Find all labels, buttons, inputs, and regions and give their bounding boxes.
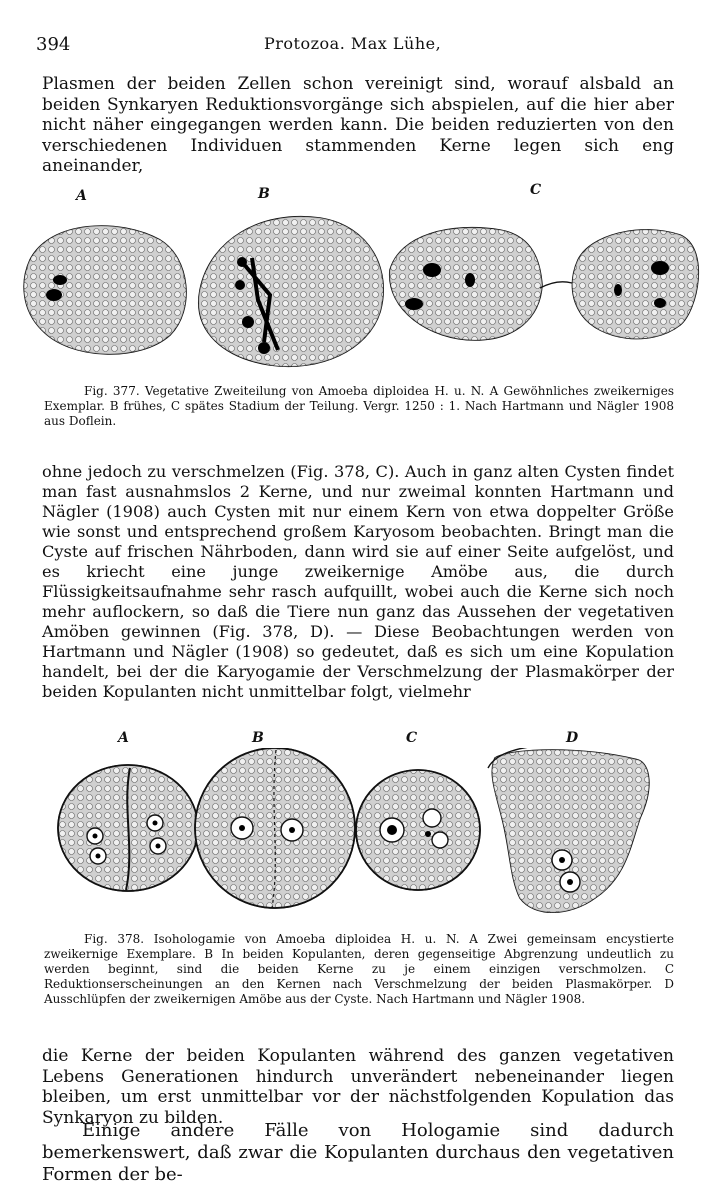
page-number: 394 <box>36 34 71 55</box>
body-paragraph-2: ohne jedoch zu verschmelzen (Fig. 378, C). Auch in ganz alten Cysten findet man fast ausnahmslos 2 Kerne, und nur zweimal konnten Hartmann und Nägler (1908) auch Cysten mit nur einem Kern von etwa doppelter Größe wie sonst und entsprechend großem Karyosom beobachten. Bringt man die Cyste auf frischen Nährboden, dann wird sie auf einer Seite aufgelöst, und es kriecht eine junge zweikernige Amöbe aus, die durch Flüssigkeitsaufnahme sehr rasch aufquillt, wobei auch die Kerne sich noch mehr auflockern, so daß die Tiere nun ganz das Aussehen der vegetativen Amöben gewinnen (Fig. 378, D). — Diese Beobachtungen werden von Hartmann und Nägler (1908) so gedeutet, daß es sich um eine Kopulation handelt, bei der die Karyogamie der Verschmelzung der Plasmakörper der beiden Kopulanten nicht unmittelbar folgt, vielmehr <box>42 462 674 701</box>
figure-377-label-a: A <box>76 188 87 204</box>
cyst-b <box>195 748 355 908</box>
body-paragraph-4: Einige andere Fälle von Hologamie sind dadurch bemerkenswert, daß zwar die Kopulanten durchaus den vegetativen Formen der be- <box>42 1120 674 1185</box>
figure-378-label-b: B <box>252 730 264 746</box>
amoeba-cell-c <box>390 228 699 340</box>
figure-378-caption: Fig. 378. Isohologamie von Amoeba diploidea H. u. N. A Zwei gemeinsam encystierte zweikernige Exemplare. B In beiden Kopulanten, deren gegenseitige Abgrenzung undeutlich zu werden beginnt, sind die beiden Kerne zu je einem einzigen verschmolzen. C Reduktionserscheinungen an den Kernen nach Verschmelzung der beiden Plasmakörper. D Ausschlüpfen der zweikernigen Amöbe aus der Cyste. Nach Hartmann und Nägler 1908. <box>44 932 674 1006</box>
figure-377-label-c: C <box>530 182 542 198</box>
cyst-c <box>356 770 480 890</box>
figure-377-drawing <box>20 200 700 380</box>
figure-377-label-b: B <box>258 186 270 202</box>
nucleus-a-1 <box>53 275 67 285</box>
figure-378-drawing <box>40 748 690 928</box>
body-paragraph-3: die Kerne der beiden Kopulanten während des ganzen vegetativen Lebens Generationen hindurch unverändert nebeneinander liegen bleiben, um erst unmittelbar vor der nächstfolgenden Kopulation das Synkaryon zu bilden. <box>42 1046 674 1128</box>
amoeba-cell-a <box>24 226 186 354</box>
figure-378-label-c: C <box>406 730 418 746</box>
amoeba-cell-b <box>199 217 383 367</box>
figure-378-label-d: D <box>566 730 579 746</box>
running-title: Protozoa. Max Lühe, <box>264 34 442 53</box>
cyst-a <box>58 765 198 891</box>
figure-377-caption: Fig. 377. Vegetative Zweiteilung von Amoeba diploidea H. u. N. A Gewöhnliches zweikerniges Exemplar. B frühes, C spätes Stadium der Teilung. Vergr. 1250 : 1. Nach Hartmann und Nägler 1908 aus Doflein. <box>44 384 674 428</box>
hatching-amoeba-d <box>488 748 649 912</box>
page-header <box>36 34 685 56</box>
nucleus-a-2 <box>46 289 62 301</box>
figure-378-label-a: A <box>118 730 129 746</box>
body-paragraph-1: Plasmen der beiden Zellen schon vereinigt sind, worauf alsbald an beiden Synkaryen Reduktionsvorgänge sich abspielen, auf die hier aber nicht näher eingegangen werden kann. Die beiden reduzierten von den verschiedenen Individuen stammenden Kerne legen sich eng aneinander, <box>42 74 674 176</box>
